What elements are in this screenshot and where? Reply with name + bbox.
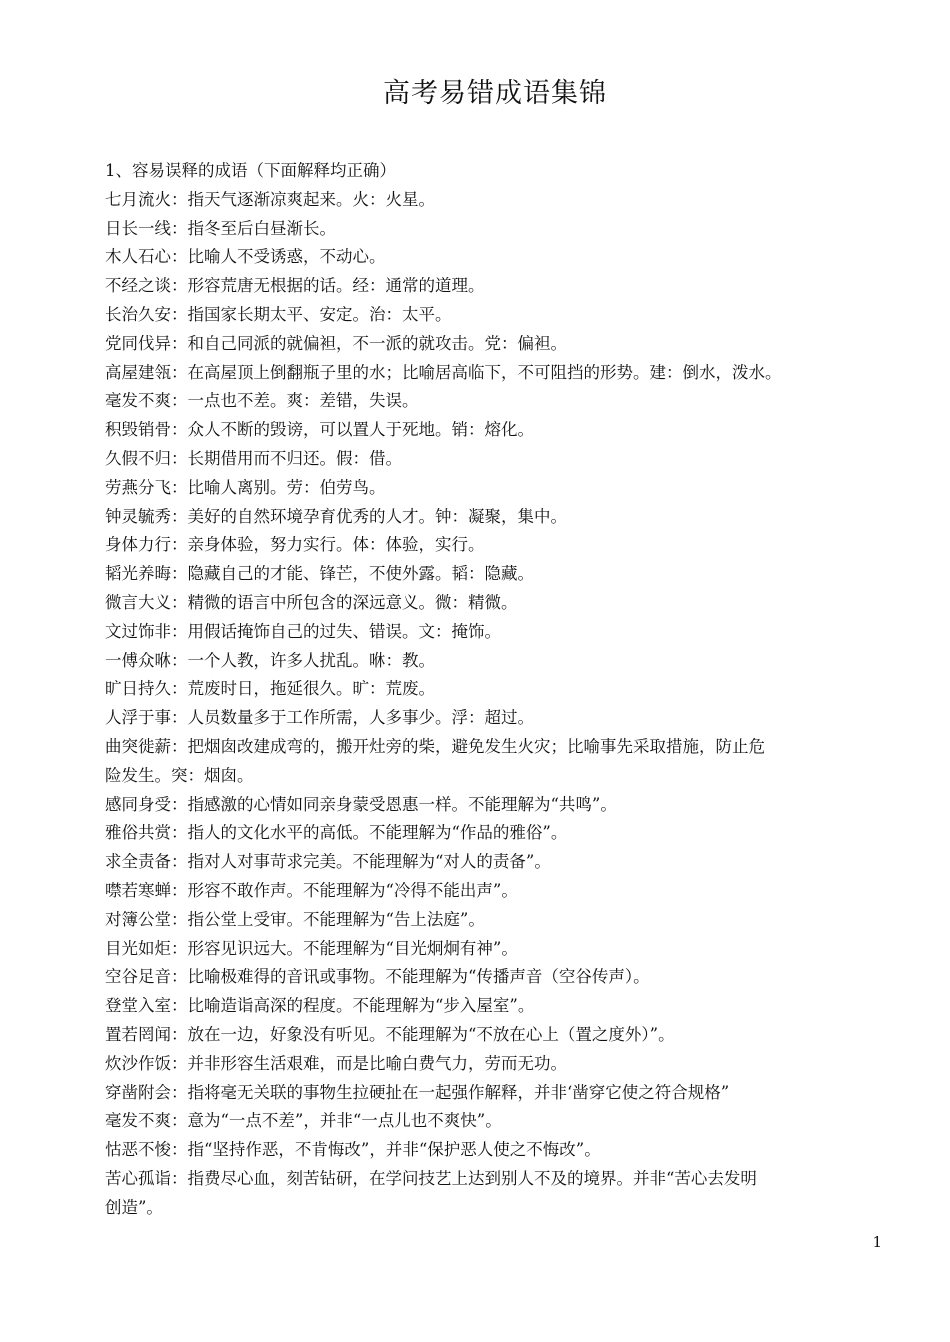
idiom-entry: 求全责备：指对人对事苛求完美。不能理解为“对人的责备”。 <box>105 852 551 872</box>
idiom-entry: 雅俗共赏：指人的文化水平的高低。不能理解为“作品的雅俗”。 <box>105 823 568 843</box>
idiom-entry: 木人石心：比喻人不受诱惑，不动心。 <box>105 247 386 267</box>
idiom-entry: 怙恶不悛：指“坚持作恶，不肯悔改”，并非“保护恶人使之不悔改”。 <box>105 1140 601 1160</box>
page-number: 1 <box>872 1233 882 1251</box>
idiom-entry: 日长一线：指冬至后白昼渐长。 <box>105 218 336 238</box>
idiom-entry: 苦心孤诣：指费尽心血，刻苦钻研，在学问技艺上达到别人不及的境界。并非“苦心去发明 <box>105 1168 757 1188</box>
idiom-entry: 微言大义：精微的语言中所包含的深远意义。微：精微。 <box>105 592 518 612</box>
idiom-entry: 钟灵毓秀：美好的自然环境孕育优秀的人才。钟：凝聚，集中。 <box>105 506 567 526</box>
section-heading: 1、容易误释的成语（下面解释均正确） <box>105 161 396 180</box>
idiom-entry: 积毁销骨：众人不断的毁谤，可以置人于死地。销：熔化。 <box>105 420 534 440</box>
idiom-entry: 噤若寒蝉：形容不敢作声。不能理解为“冷得不能出声”。 <box>105 880 518 900</box>
idiom-entry: 毫发不爽：一点也不差。爽：差错，失误。 <box>105 391 419 411</box>
idiom-entry-continuation: 险发生。突：烟囱。 <box>105 765 254 785</box>
idiom-entry: 置若罔闻：放在一边，好象没有听见。不能理解为“不放在心上（置之度外）”。 <box>105 1024 675 1044</box>
idiom-entry: 不经之谈：形容荒唐无根据的话。经：通常的道理。 <box>105 276 485 296</box>
idiom-entry: 身体力行：亲身体验，努力实行。体：体验，实行。 <box>105 535 485 555</box>
idiom-entry: 曲突徙薪：把烟囱改建成弯的，搬开灶旁的柴，避免发生火灾；比喻事先采取措施，防止危 <box>105 736 765 756</box>
idiom-entry: 久假不归：长期借用而不归还。假：借。 <box>105 448 402 468</box>
idiom-entry: 长治久安：指国家长期太平、安定。治：太平。 <box>105 304 452 324</box>
idiom-entry: 七月流火：指天气逐渐凉爽起来。火：火星。 <box>105 189 435 209</box>
idiom-entry: 旷日持久：荒废时日，拖延很久。旷：荒废。 <box>105 679 435 699</box>
idiom-entry: 一傅众咻：一个人教，许多人扰乱。咻：教。 <box>105 650 435 670</box>
idiom-entry: 炊沙作饭：并非形容生活艰难，而是比喻白费气力，劳而无功。 <box>105 1053 567 1073</box>
idiom-entry-continuation: 创造”。 <box>105 1197 163 1217</box>
idiom-entry: 劳燕分飞：比喻人离别。劳：伯劳鸟。 <box>105 477 386 497</box>
idiom-entry: 感同身受：指感激的心情如同亲身蒙受恩惠一样。不能理解为“共鸣”。 <box>105 794 617 814</box>
idiom-entry: 对簿公堂：指公堂上受审。不能理解为“告上法庭”。 <box>105 909 485 929</box>
idiom-entry: 韬光养晦：隐藏自己的才能、锋芒，不使外露。韬：隐藏。 <box>105 564 534 584</box>
idiom-entry: 空谷足音：比喻极难得的音讯或事物。不能理解为“传播声音（空谷传声）。 <box>105 967 650 987</box>
idiom-entry: 穿凿附会：指将毫无关联的事物生拉硬扯在一起强作解释，并非‘凿穿它使之符合规格” <box>105 1082 730 1102</box>
idiom-entry: 登堂入室：比喻造诣高深的程度。不能理解为“步入屋室”。 <box>105 996 535 1016</box>
document-title: 高考易错成语集锦 <box>383 78 607 109</box>
idiom-entry: 人浮于事：人员数量多于工作所需，人多事少。浮：超过。 <box>105 708 534 728</box>
idiom-entry: 毫发不爽：意为“一点不差”，并非“一点儿也不爽快”。 <box>105 1111 502 1131</box>
idiom-entry: 高屋建瓴：在高屋顶上倒翻瓶子里的水；比喻居高临下，不可阻挡的形势。建：倒水，泼水。 <box>105 362 782 382</box>
idiom-entry: 目光如炬：形容见识远大。不能理解为“目光炯炯有神”。 <box>105 938 518 958</box>
idiom-entry: 党同伐异：和自己同派的就偏袒，不一派的就攻击。党：偏袒。 <box>105 333 567 353</box>
document-body <box>105 157 905 1222</box>
idiom-entry: 文过饰非：用假话掩饰自己的过失、错误。文：掩饰。 <box>105 621 501 641</box>
